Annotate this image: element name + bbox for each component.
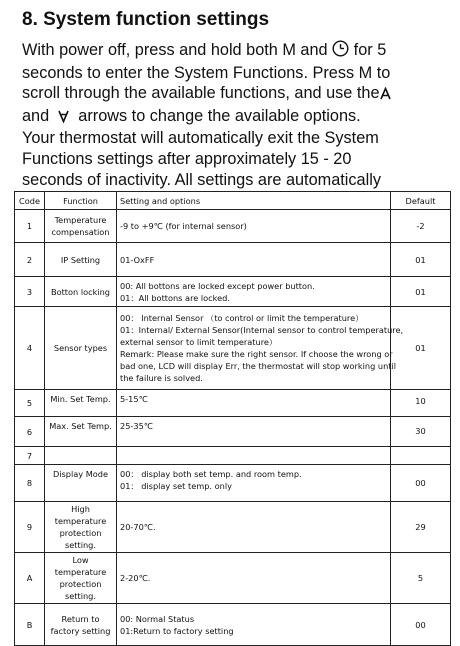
function-cell: Max. Set Temp. — [45, 417, 117, 447]
setting-line: 01:Return to factory setting — [120, 625, 234, 636]
function-cell: High temperature protection setting. — [45, 502, 117, 553]
setting-line: -9 to +9℃ (for internal sensor) — [120, 221, 247, 231]
default-cell: 5 — [391, 553, 451, 604]
settings-table — [14, 191, 451, 646]
table-row — [15, 465, 451, 502]
table-header-row — [15, 192, 451, 210]
setting-line: 01：All bottons are locked. — [120, 292, 230, 303]
code-cell: B — [15, 604, 45, 646]
intro-paragraph — [22, 40, 452, 190]
up-arrow-icon — [380, 85, 391, 106]
setting-line: 5-15℃ — [120, 394, 148, 404]
setting-cell — [117, 243, 391, 277]
setting-line: Remark: Please make sure the right sensor. If choose the wrong or — [120, 349, 393, 359]
setting-line: external sensor to limit temperature） — [120, 337, 278, 347]
function-cell: Return to factory setting — [45, 604, 117, 646]
setting-line: 00： display both set temp. and room temp. — [120, 469, 302, 479]
table-row — [15, 390, 451, 417]
code-cell: 1 — [15, 210, 45, 243]
table-row — [15, 553, 451, 604]
table-row — [15, 417, 451, 447]
default-cell: 01 — [391, 277, 451, 307]
default-cell: 01 — [391, 243, 451, 277]
setting-cell — [117, 447, 391, 465]
code-cell: 8 — [15, 465, 45, 502]
clock-icon — [332, 40, 349, 63]
intro-text: and — [22, 106, 50, 125]
intro-text: With power off, press and hold both M and — [22, 41, 328, 59]
table-row — [15, 243, 451, 277]
table-row — [15, 447, 451, 465]
down-arrow-icon — [58, 108, 69, 129]
default-cell: 30 — [391, 417, 451, 447]
intro-text: for 5 — [353, 41, 387, 59]
default-cell: 10 — [391, 390, 451, 417]
intro-line-1 — [22, 40, 452, 63]
header-setting: Setting and options — [117, 192, 391, 210]
setting-cell — [117, 465, 391, 502]
function-cell: Display Mode — [45, 465, 117, 502]
function-cell: Min. Set Temp. — [45, 390, 117, 417]
intro-line-2: seconds to enter the System Functions. Press M to — [22, 63, 391, 82]
setting-line: 01-OxFF — [120, 254, 155, 265]
code-cell: A — [15, 553, 45, 604]
header-function: Function — [45, 192, 117, 210]
setting-line: the failure is solved. — [120, 373, 203, 383]
function-cell: IP Setting — [45, 243, 117, 277]
setting-cell — [117, 390, 391, 417]
setting-line: 00： Internal Sensor （to control or limit the temperature） — [120, 313, 364, 323]
setting-line: 00: All bottons are locked except power button. — [120, 280, 315, 291]
function-cell: Sensor types — [45, 307, 117, 390]
setting-line: 25-35℃ — [120, 421, 153, 431]
code-cell: 9 — [15, 502, 45, 553]
setting-cell — [117, 277, 391, 307]
intro-line-5: Your thermostat will automatically exit the System — [22, 129, 379, 148]
table-row — [15, 210, 451, 243]
header-default: Default — [391, 192, 451, 210]
table-row — [15, 277, 451, 307]
setting-line: bad one, LCD will display Err, the thermostat will stop working until — [120, 361, 397, 371]
intro-line-3 — [22, 83, 452, 106]
setting-cell — [117, 604, 391, 646]
setting-line: 00: Normal Status — [120, 613, 195, 624]
setting-line: 01：Internal/ External Sensor(Internal sensor to control temperature, — [120, 325, 404, 335]
code-cell: 5 — [15, 390, 45, 417]
code-cell: 7 — [15, 447, 45, 465]
code-cell: 3 — [15, 277, 45, 307]
header-code: Code — [15, 192, 45, 210]
default-cell: 00 — [391, 465, 451, 502]
default-cell: -2 — [391, 210, 451, 243]
setting-cell — [117, 307, 404, 390]
intro-text: scroll through the available functions, and use the — [22, 84, 380, 103]
default-cell: 00 — [391, 604, 451, 646]
function-cell: Botton locking — [45, 277, 117, 307]
function-cell: Low temperature protection setting. — [45, 553, 117, 604]
setting-cell — [117, 210, 391, 243]
table-row — [15, 604, 451, 646]
function-cell: Temperature compensation — [45, 210, 117, 243]
setting-cell — [117, 502, 391, 553]
setting-line: 01： display set temp. only — [120, 481, 232, 491]
setting-line: 20-70℃. — [120, 522, 156, 532]
default-cell: 29 — [391, 502, 451, 553]
function-cell — [45, 447, 117, 465]
section-heading: 8. System function settings — [22, 9, 270, 30]
default-cell: 01 — [391, 307, 451, 390]
code-cell: 4 — [15, 307, 45, 390]
intro-line-4 — [22, 106, 452, 129]
setting-cell — [117, 553, 391, 604]
code-cell: 2 — [15, 243, 45, 277]
intro-line-6: Functions settings after approximately 15 - 20 — [22, 149, 352, 168]
code-cell: 6 — [15, 417, 45, 447]
table-row — [15, 307, 451, 390]
default-cell — [391, 447, 451, 465]
table-row — [15, 502, 451, 553]
setting-line: 2-20℃. — [120, 573, 151, 583]
intro-text: arrows to change the available options. — [78, 106, 361, 125]
intro-line-7: seconds of inactivity. All settings are automatically — [22, 170, 381, 189]
setting-cell — [117, 417, 391, 447]
